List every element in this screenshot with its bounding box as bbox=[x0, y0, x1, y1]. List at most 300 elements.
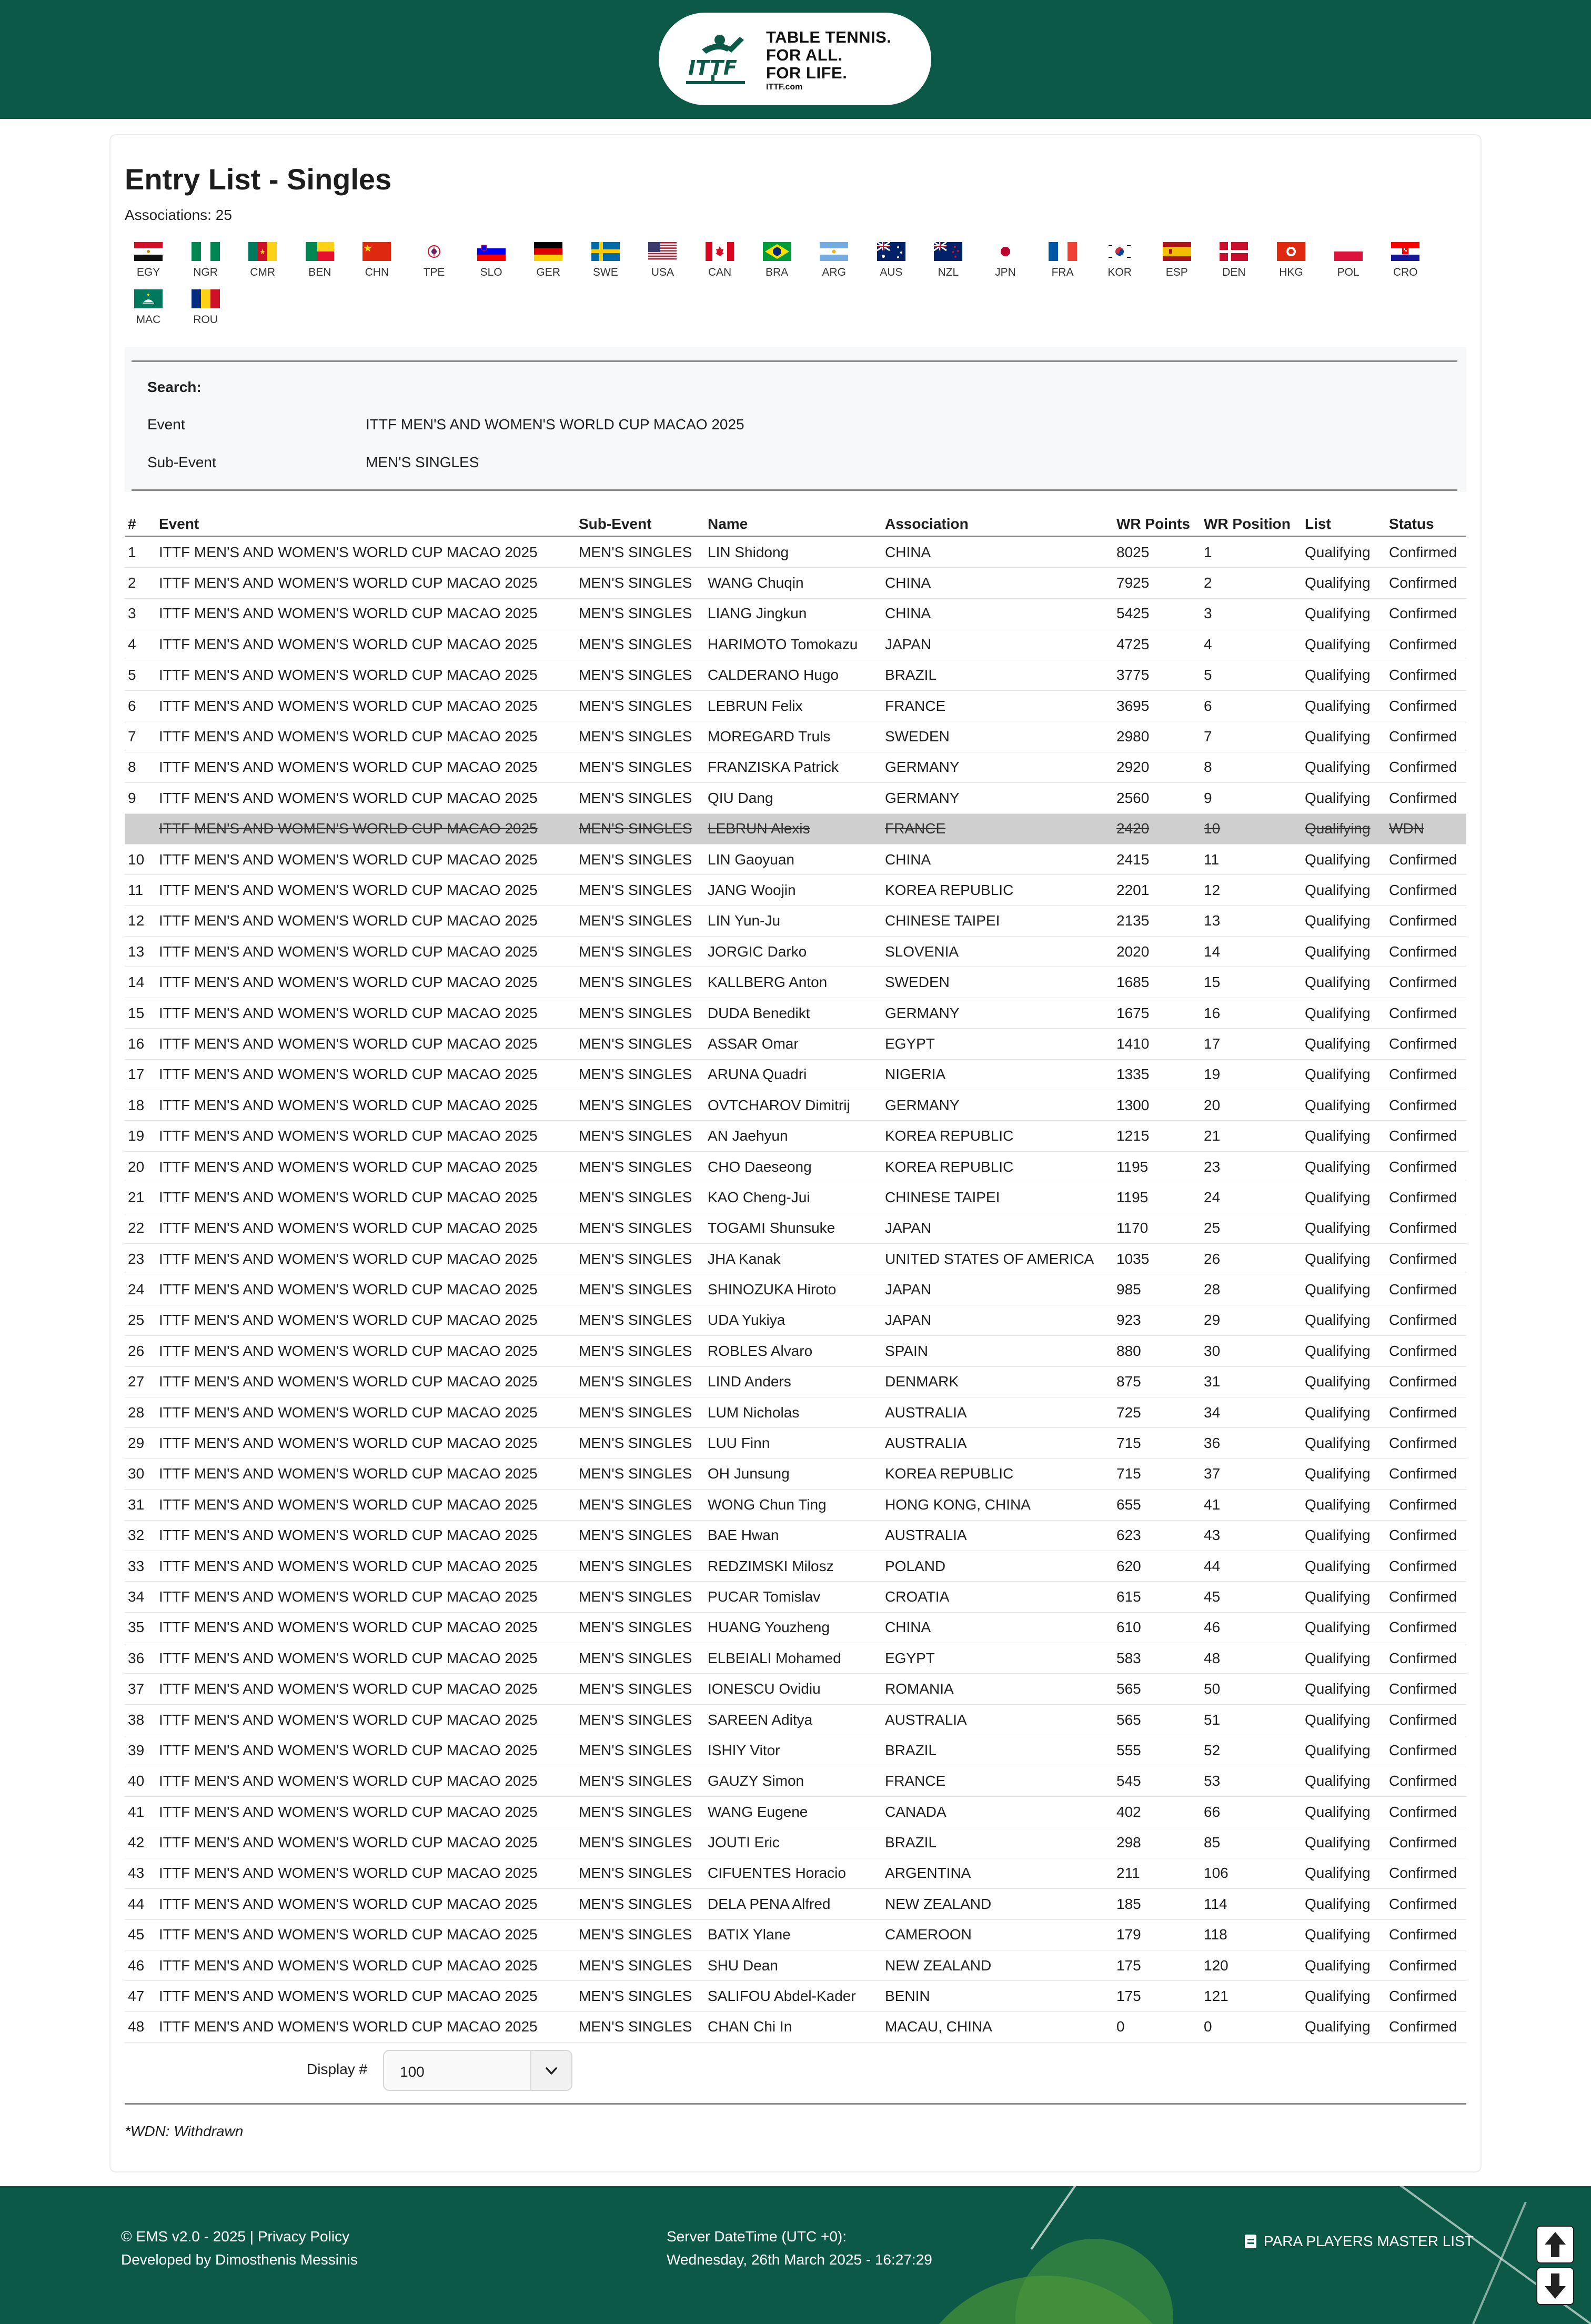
cell-wr-points: 545 bbox=[1116, 1766, 1204, 1796]
cell-wr-position: 6 bbox=[1204, 690, 1305, 721]
cell-association: CHINA bbox=[885, 598, 1116, 629]
cell-event: ITTF MEN'S AND WOMEN'S WORLD CUP MACAO 2025 bbox=[159, 844, 579, 874]
cell-wr-position: 66 bbox=[1204, 1797, 1305, 1827]
pol-flag-icon bbox=[1334, 242, 1363, 261]
swe-flag-icon bbox=[591, 242, 620, 261]
flag-cmr[interactable] bbox=[239, 242, 286, 279]
cell-wr-points: 565 bbox=[1116, 1704, 1204, 1735]
ittf-logo[interactable] bbox=[659, 13, 931, 105]
chevron-down-icon bbox=[544, 2064, 559, 2078]
cell-name: LUM Nicholas bbox=[708, 1397, 885, 1427]
cell-name: IONESCU Ovidiu bbox=[708, 1674, 885, 1704]
cell-sub-event: MEN'S SINGLES bbox=[579, 1827, 708, 1858]
cell-wr-position: 52 bbox=[1204, 1735, 1305, 1766]
cell-sub-event: MEN'S SINGLES bbox=[579, 1213, 708, 1243]
cell-name: OVTCHAROV Dimitrij bbox=[708, 1090, 885, 1121]
cell-list: Qualifying bbox=[1305, 1397, 1389, 1427]
cell-list: Qualifying bbox=[1305, 875, 1389, 906]
cell-event: ITTF MEN'S AND WOMEN'S WORLD CUP MACAO 2025 bbox=[159, 1704, 579, 1735]
cell-event: ITTF MEN'S AND WOMEN'S WORLD CUP MACAO 2025 bbox=[159, 967, 579, 998]
cell-number: 20 bbox=[125, 1151, 159, 1182]
cell-name: TOGAMI Shunsuke bbox=[708, 1213, 885, 1243]
cell-association: SPAIN bbox=[885, 1336, 1116, 1366]
subevent-label: Sub-Event bbox=[147, 454, 216, 470]
cell-status: Confirmed bbox=[1389, 1612, 1466, 1643]
flag-swe[interactable] bbox=[582, 242, 629, 279]
flag-can[interactable] bbox=[696, 242, 743, 279]
cell-event: ITTF MEN'S AND WOMEN'S WORLD CUP MACAO 2025 bbox=[159, 1458, 579, 1489]
col-wr-points[interactable]: WR Points bbox=[1116, 509, 1204, 537]
flag-tpe[interactable] bbox=[410, 242, 458, 279]
search-title: Search: bbox=[147, 379, 202, 395]
cell-number: 32 bbox=[125, 1520, 159, 1551]
cell-wr-position: 26 bbox=[1204, 1243, 1305, 1274]
cell-association: EGYPT bbox=[885, 1029, 1116, 1059]
cell-list: Qualifying bbox=[1305, 690, 1389, 721]
cell-name: WANG Eugene bbox=[708, 1797, 885, 1827]
cell-status: Confirmed bbox=[1389, 1704, 1466, 1735]
cell-number: 45 bbox=[125, 1919, 159, 1950]
table-row bbox=[125, 1029, 1466, 1059]
privacy-policy-link[interactable]: Privacy Policy bbox=[257, 2228, 350, 2245]
table-row bbox=[125, 844, 1466, 874]
cell-wr-points: 175 bbox=[1116, 1981, 1204, 2011]
cell-list: Qualifying bbox=[1305, 2011, 1389, 2042]
cell-number: 43 bbox=[125, 1858, 159, 1888]
flag-code: USA bbox=[651, 266, 674, 278]
cell-association: EGYPT bbox=[885, 1643, 1116, 1674]
cell-sub-event: MEN'S SINGLES bbox=[579, 1458, 708, 1489]
cell-status: Confirmed bbox=[1389, 1121, 1466, 1151]
cell-wr-position: 50 bbox=[1204, 1674, 1305, 1704]
cell-event: ITTF MEN'S AND WOMEN'S WORLD CUP MACAO 2025 bbox=[159, 1582, 579, 1612]
table-row bbox=[125, 937, 1466, 967]
cell-sub-event: MEN'S SINGLES bbox=[579, 1612, 708, 1643]
display-count-value: 100 bbox=[400, 2064, 425, 2080]
col-sub-event[interactable]: Sub-Event bbox=[579, 509, 708, 537]
flag-fra[interactable] bbox=[1039, 242, 1086, 279]
cell-number: 46 bbox=[125, 1950, 159, 1980]
cell-wr-points: 1675 bbox=[1116, 998, 1204, 1028]
cell-list: Qualifying bbox=[1305, 967, 1389, 998]
cell-number: 9 bbox=[125, 783, 159, 813]
flag-code: ROU bbox=[193, 314, 218, 326]
cell-wr-position: 10 bbox=[1204, 813, 1305, 844]
display-count-select[interactable] bbox=[383, 2050, 572, 2091]
scroll-bottom-button[interactable] bbox=[1536, 2267, 1574, 2305]
cell-event: ITTF MEN'S AND WOMEN'S WORLD CUP MACAO 2025 bbox=[159, 1919, 579, 1950]
cell-sub-event: MEN'S SINGLES bbox=[579, 1090, 708, 1121]
dropdown-toggle[interactable] bbox=[530, 2051, 571, 2090]
cell-wr-position: 5 bbox=[1204, 660, 1305, 690]
cell-event: ITTF MEN'S AND WOMEN'S WORLD CUP MACAO 2025 bbox=[159, 1797, 579, 1827]
cell-wr-points: 2201 bbox=[1116, 875, 1204, 906]
flag-egy[interactable] bbox=[125, 242, 172, 279]
tpe-flag-icon bbox=[420, 242, 448, 261]
table-row bbox=[125, 690, 1466, 721]
cell-wr-points: 7925 bbox=[1116, 568, 1204, 598]
flag-code: DEN bbox=[1222, 266, 1246, 278]
flag-code: AUS bbox=[880, 266, 903, 278]
flag-mac[interactable] bbox=[125, 289, 172, 326]
table-row-withdrawn bbox=[125, 813, 1466, 844]
cell-status: Confirmed bbox=[1389, 1919, 1466, 1950]
flag-nzl[interactable] bbox=[924, 242, 972, 279]
flag-code: EGY bbox=[136, 266, 160, 278]
cell-status: Confirmed bbox=[1389, 1858, 1466, 1888]
cell-wr-points: 2560 bbox=[1116, 783, 1204, 813]
cell-list: Qualifying bbox=[1305, 1059, 1389, 1090]
cell-event: ITTF MEN'S AND WOMEN'S WORLD CUP MACAO 2025 bbox=[159, 1643, 579, 1674]
table-row bbox=[125, 598, 1466, 629]
cell-event: ITTF MEN'S AND WOMEN'S WORLD CUP MACAO 2025 bbox=[159, 1029, 579, 1059]
cell-status: Confirmed bbox=[1389, 1397, 1466, 1427]
mac-flag-icon bbox=[134, 289, 163, 308]
table-row bbox=[125, 1090, 1466, 1121]
para-players-link[interactable] bbox=[1244, 2233, 1474, 2250]
cell-list: Qualifying bbox=[1305, 1950, 1389, 1980]
flag-ben[interactable] bbox=[296, 242, 344, 279]
flag-cro[interactable] bbox=[1382, 242, 1429, 279]
cell-name: JORGIC Darko bbox=[708, 937, 885, 967]
cell-wr-position: 25 bbox=[1204, 1213, 1305, 1243]
cell-wr-position: 30 bbox=[1204, 1336, 1305, 1366]
cell-list: Qualifying bbox=[1305, 598, 1389, 629]
cell-wr-position: 17 bbox=[1204, 1029, 1305, 1059]
table-row bbox=[125, 906, 1466, 936]
flag-code: ARG bbox=[822, 266, 846, 278]
cell-number: 36 bbox=[125, 1643, 159, 1674]
cell-wr-points: 923 bbox=[1116, 1305, 1204, 1335]
cell-list: Qualifying bbox=[1305, 1735, 1389, 1766]
cell-name: JHA Kanak bbox=[708, 1243, 885, 1274]
cell-wr-position: 28 bbox=[1204, 1274, 1305, 1305]
cell-name: SALIFOU Abdel-Kader bbox=[708, 1981, 885, 2011]
cell-wr-position: 29 bbox=[1204, 1305, 1305, 1335]
cell-list: Qualifying bbox=[1305, 1366, 1389, 1397]
cell-wr-position: 4 bbox=[1204, 629, 1305, 660]
cell-wr-points: 565 bbox=[1116, 1674, 1204, 1704]
cell-number: 18 bbox=[125, 1090, 159, 1121]
cell-association: ARGENTINA bbox=[885, 1858, 1116, 1888]
col-list[interactable]: List bbox=[1305, 509, 1389, 537]
cell-name: ARUNA Quadri bbox=[708, 1059, 885, 1090]
cell-association: BRAZIL bbox=[885, 1735, 1116, 1766]
table-row bbox=[125, 1704, 1466, 1735]
cell-wr-position: 41 bbox=[1204, 1490, 1305, 1520]
cell-wr-points: 2980 bbox=[1116, 721, 1204, 752]
cell-status: Confirmed bbox=[1389, 1827, 1466, 1858]
jpn-flag-icon bbox=[991, 242, 1020, 261]
flag-code: KOR bbox=[1107, 266, 1132, 278]
cell-list: Qualifying bbox=[1305, 721, 1389, 752]
col-association[interactable]: Association bbox=[885, 509, 1116, 537]
associations-count: Associations: 25 bbox=[125, 207, 232, 223]
cell-sub-event: MEN'S SINGLES bbox=[579, 721, 708, 752]
cell-sub-event: MEN'S SINGLES bbox=[579, 1366, 708, 1397]
cell-status: Confirmed bbox=[1389, 783, 1466, 813]
cell-wr-position: 15 bbox=[1204, 967, 1305, 998]
cell-association: CHINA bbox=[885, 1612, 1116, 1643]
table-row bbox=[125, 1490, 1466, 1520]
cell-association: UNITED STATES OF AMERICA bbox=[885, 1243, 1116, 1274]
flag-esp[interactable] bbox=[1153, 242, 1201, 279]
col-status[interactable]: Status bbox=[1389, 509, 1466, 537]
cell-status: Confirmed bbox=[1389, 629, 1466, 660]
cell-status: Confirmed bbox=[1389, 1735, 1466, 1766]
cell-sub-event: MEN'S SINGLES bbox=[579, 1029, 708, 1059]
cell-wr-points: 1685 bbox=[1116, 967, 1204, 998]
flag-code: NGR bbox=[193, 266, 218, 278]
cell-sub-event: MEN'S SINGLES bbox=[579, 1674, 708, 1704]
cell-number: 23 bbox=[125, 1243, 159, 1274]
flag-arg[interactable] bbox=[810, 242, 858, 279]
cell-wr-points: 875 bbox=[1116, 1366, 1204, 1397]
cell-status: Confirmed bbox=[1389, 1520, 1466, 1551]
flag-chn[interactable] bbox=[353, 242, 400, 279]
cell-name: REDZIMSKI Milosz bbox=[708, 1551, 885, 1581]
table-row bbox=[125, 1643, 1466, 1674]
cell-sub-event: MEN'S SINGLES bbox=[579, 2011, 708, 2042]
cell-number: 25 bbox=[125, 1305, 159, 1335]
cell-number: 10 bbox=[125, 844, 159, 874]
aus-flag-icon bbox=[877, 242, 905, 261]
flag-ngr[interactable] bbox=[182, 242, 229, 279]
cell-wr-position: 1 bbox=[1204, 537, 1305, 568]
cell-list: Qualifying bbox=[1305, 1182, 1389, 1213]
cell-status: Confirmed bbox=[1389, 537, 1466, 568]
site-footer bbox=[0, 2186, 1591, 2324]
cell-number: 22 bbox=[125, 1213, 159, 1243]
logo-tagline bbox=[766, 28, 891, 93]
cell-list: Qualifying bbox=[1305, 1643, 1389, 1674]
footer-separator: | bbox=[245, 2228, 258, 2245]
cell-number: 42 bbox=[125, 1827, 159, 1858]
cell-association: FRANCE bbox=[885, 1766, 1116, 1796]
cell-list: Qualifying bbox=[1305, 844, 1389, 874]
cell-association: CANADA bbox=[885, 1797, 1116, 1827]
cell-wr-points: 1300 bbox=[1116, 1090, 1204, 1121]
cell-number: 11 bbox=[125, 875, 159, 906]
cell-association: KOREA REPUBLIC bbox=[885, 875, 1116, 906]
table-row bbox=[125, 1674, 1466, 1704]
cell-sub-event: MEN'S SINGLES bbox=[579, 967, 708, 998]
cell-name: DELA PENA Alfred bbox=[708, 1889, 885, 1919]
cell-event: ITTF MEN'S AND WOMEN'S WORLD CUP MACAO 2025 bbox=[159, 1090, 579, 1121]
cell-wr-points: 623 bbox=[1116, 1520, 1204, 1551]
cell-status: Confirmed bbox=[1389, 967, 1466, 998]
cell-wr-points: 555 bbox=[1116, 1735, 1204, 1766]
cell-association: GERMANY bbox=[885, 1090, 1116, 1121]
cell-list: Qualifying bbox=[1305, 1520, 1389, 1551]
cell-event: ITTF MEN'S AND WOMEN'S WORLD CUP MACAO 2025 bbox=[159, 1981, 579, 2011]
cell-wr-points: 179 bbox=[1116, 1919, 1204, 1950]
cell-name: BAE Hwan bbox=[708, 1520, 885, 1551]
cell-association: SWEDEN bbox=[885, 967, 1116, 998]
cell-association: GERMANY bbox=[885, 752, 1116, 782]
cell-number: 19 bbox=[125, 1121, 159, 1151]
flag-ger[interactable] bbox=[525, 242, 572, 279]
cell-number: 2 bbox=[125, 568, 159, 598]
cell-sub-event: MEN'S SINGLES bbox=[579, 1059, 708, 1090]
col-wr-position[interactable]: WR Position bbox=[1204, 509, 1305, 537]
cell-status: Confirmed bbox=[1389, 906, 1466, 936]
subevent-value: MEN'S SINGLES bbox=[366, 454, 479, 470]
den-flag-icon bbox=[1220, 242, 1248, 261]
flag-pol[interactable] bbox=[1325, 242, 1372, 279]
cell-status: Confirmed bbox=[1389, 844, 1466, 874]
cell-list: Qualifying bbox=[1305, 1490, 1389, 1520]
server-datetime bbox=[667, 2225, 932, 2271]
cell-list: Qualifying bbox=[1305, 1274, 1389, 1305]
col-event[interactable]: Event bbox=[159, 509, 579, 537]
cell-wr-position: 36 bbox=[1204, 1428, 1305, 1458]
cell-sub-event: MEN'S SINGLES bbox=[579, 629, 708, 660]
cell-name: WANG Chuqin bbox=[708, 568, 885, 598]
table-row bbox=[125, 1735, 1466, 1766]
flag-code: NZL bbox=[938, 266, 959, 278]
cell-list: Qualifying bbox=[1305, 998, 1389, 1028]
flag-hkg[interactable] bbox=[1267, 242, 1315, 279]
cell-name: QIU Dang bbox=[708, 783, 885, 813]
cell-sub-event: MEN'S SINGLES bbox=[579, 1735, 708, 1766]
cell-wr-position: 3 bbox=[1204, 598, 1305, 629]
cell-number: 14 bbox=[125, 967, 159, 998]
event-label: Event bbox=[147, 416, 185, 432]
table-row bbox=[125, 1213, 1466, 1243]
cell-event: ITTF MEN'S AND WOMEN'S WORLD CUP MACAO 2025 bbox=[159, 752, 579, 782]
divider bbox=[132, 360, 1457, 362]
table-row bbox=[125, 1243, 1466, 1274]
cell-list: Qualifying bbox=[1305, 1551, 1389, 1581]
cell-association: NIGERIA bbox=[885, 1059, 1116, 1090]
cro-flag-icon bbox=[1391, 242, 1419, 261]
cell-wr-points: 2135 bbox=[1116, 906, 1204, 936]
flag-slo[interactable] bbox=[468, 242, 515, 279]
flag-aus[interactable] bbox=[868, 242, 915, 279]
cell-event: ITTF MEN'S AND WOMEN'S WORLD CUP MACAO 2025 bbox=[159, 1950, 579, 1980]
ngr-flag-icon bbox=[192, 242, 220, 261]
cell-number: 12 bbox=[125, 906, 159, 936]
cell-number: 35 bbox=[125, 1612, 159, 1643]
cell-list: Qualifying bbox=[1305, 1458, 1389, 1489]
cell-wr-points: 715 bbox=[1116, 1458, 1204, 1489]
cmr-flag-icon bbox=[248, 242, 277, 261]
cell-wr-position: 11 bbox=[1204, 844, 1305, 874]
cell-event: ITTF MEN'S AND WOMEN'S WORLD CUP MACAO 2025 bbox=[159, 1674, 579, 1704]
cell-wr-position: 114 bbox=[1204, 1889, 1305, 1919]
table-row bbox=[125, 537, 1466, 568]
cell-sub-event: MEN'S SINGLES bbox=[579, 1182, 708, 1213]
cell-status: Confirmed bbox=[1389, 1305, 1466, 1335]
table-row bbox=[125, 998, 1466, 1028]
cell-list: Qualifying bbox=[1305, 1243, 1389, 1274]
site-header bbox=[0, 0, 1591, 119]
cell-sub-event: MEN'S SINGLES bbox=[579, 1950, 708, 1980]
cell-wr-position: 12 bbox=[1204, 875, 1305, 906]
cell-status: Confirmed bbox=[1389, 1182, 1466, 1213]
cell-event: ITTF MEN'S AND WOMEN'S WORLD CUP MACAO 2025 bbox=[159, 1858, 579, 1888]
cell-status: Confirmed bbox=[1389, 1213, 1466, 1243]
nzl-flag-icon bbox=[934, 242, 962, 261]
cell-status: Confirmed bbox=[1389, 1366, 1466, 1397]
cell-association: GERMANY bbox=[885, 783, 1116, 813]
scroll-top-button[interactable] bbox=[1536, 2226, 1574, 2263]
document-icon bbox=[1244, 2234, 1257, 2249]
cell-wr-points: 3775 bbox=[1116, 660, 1204, 690]
flag-bra[interactable] bbox=[753, 242, 801, 279]
cell-wr-position: 37 bbox=[1204, 1458, 1305, 1489]
cell-name: OH Junsung bbox=[708, 1458, 885, 1489]
table-row bbox=[125, 1858, 1466, 1888]
table-row bbox=[125, 1551, 1466, 1581]
flag-code: TPE bbox=[423, 266, 445, 278]
cell-sub-event: MEN'S SINGLES bbox=[579, 1582, 708, 1612]
cell-association: FRANCE bbox=[885, 690, 1116, 721]
col-number[interactable]: # bbox=[125, 509, 159, 537]
rou-flag-icon bbox=[192, 289, 220, 308]
table-row bbox=[125, 1458, 1466, 1489]
cell-wr-position: 16 bbox=[1204, 998, 1305, 1028]
can-flag-icon bbox=[706, 242, 734, 261]
cell-wr-position: 48 bbox=[1204, 1643, 1305, 1674]
footer-credits bbox=[121, 2225, 358, 2271]
table-row bbox=[125, 875, 1466, 906]
flag-rou[interactable] bbox=[182, 289, 229, 326]
logo-line-1: TABLE TENNIS. bbox=[766, 28, 892, 46]
cell-wr-position: 14 bbox=[1204, 937, 1305, 967]
logo-mark-text: ITTF bbox=[688, 56, 737, 79]
cell-number: 41 bbox=[125, 1797, 159, 1827]
slo-flag-icon bbox=[477, 242, 506, 261]
cell-sub-event: MEN'S SINGLES bbox=[579, 1766, 708, 1796]
cell-event: ITTF MEN'S AND WOMEN'S WORLD CUP MACAO 2025 bbox=[159, 1428, 579, 1458]
cell-wr-position: 0 bbox=[1204, 2011, 1305, 2042]
cell-wr-points: 2420 bbox=[1116, 813, 1204, 844]
cell-status: Confirmed bbox=[1389, 2011, 1466, 2042]
flag-den[interactable] bbox=[1210, 242, 1257, 279]
flag-code: SLO bbox=[480, 266, 502, 278]
cell-association: CAMEROON bbox=[885, 1919, 1116, 1950]
flag-kor[interactable] bbox=[1096, 242, 1143, 279]
cell-association: AUSTRALIA bbox=[885, 1397, 1116, 1427]
table-row bbox=[125, 1274, 1466, 1305]
flag-jpn[interactable] bbox=[982, 242, 1029, 279]
cell-list: Qualifying bbox=[1305, 1151, 1389, 1182]
cell-number: 26 bbox=[125, 1336, 159, 1366]
cell-name: LIN Shidong bbox=[708, 537, 885, 568]
logo-site: ITTF.com bbox=[766, 83, 803, 92]
cell-wr-points: 1195 bbox=[1116, 1182, 1204, 1213]
cell-event: ITTF MEN'S AND WOMEN'S WORLD CUP MACAO 2025 bbox=[159, 2011, 579, 2042]
col-name[interactable]: Name bbox=[708, 509, 885, 537]
cell-sub-event: MEN'S SINGLES bbox=[579, 1243, 708, 1274]
cell-name: ROBLES Alvaro bbox=[708, 1336, 885, 1366]
flag-usa[interactable] bbox=[639, 242, 686, 279]
cell-event: ITTF MEN'S AND WOMEN'S WORLD CUP MACAO 2025 bbox=[159, 1766, 579, 1796]
cell-name: LEBRUN Felix bbox=[708, 690, 885, 721]
flag-code: CAN bbox=[708, 266, 732, 278]
cell-sub-event: MEN'S SINGLES bbox=[579, 1305, 708, 1335]
cell-list: Qualifying bbox=[1305, 906, 1389, 936]
cell-name: LIN Yun-Ju bbox=[708, 906, 885, 936]
cell-wr-position: 13 bbox=[1204, 906, 1305, 936]
cell-number: 38 bbox=[125, 1704, 159, 1735]
cell-wr-points: 610 bbox=[1116, 1612, 1204, 1643]
cell-association: KOREA REPUBLIC bbox=[885, 1151, 1116, 1182]
cell-event: ITTF MEN'S AND WOMEN'S WORLD CUP MACAO 2025 bbox=[159, 1490, 579, 1520]
cell-association: AUSTRALIA bbox=[885, 1704, 1116, 1735]
